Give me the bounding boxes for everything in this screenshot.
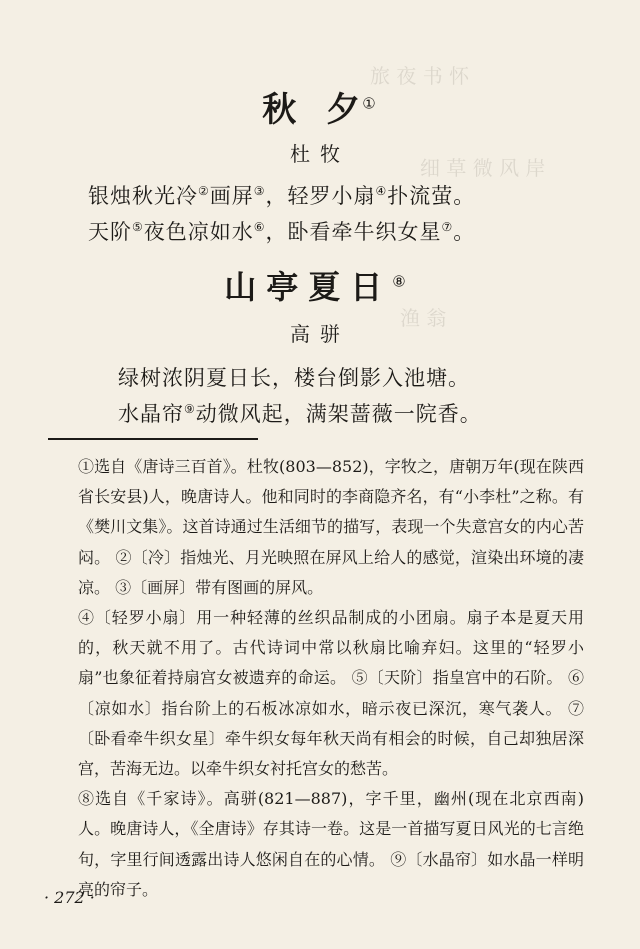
footnote-marker: ⑤ [132, 220, 144, 234]
verse-text: 水晶帘 [118, 402, 184, 426]
poem-author-gao-pian: 高骈 [290, 322, 350, 346]
verse-text: 夜色凉如水 [143, 220, 254, 244]
footnote-paragraph: ①选自《唐诗三百首》。杜牧(803—852)，字牧之，唐朝万年(现在陕西省长安县)人，晚唐诗人。他和同时的李商隐齐名，有“小李杜”之称。有《樊川文集》。这首诗通过生活细节的描写，表现一个失意宫女的内心苦闷。 ②〔冷〕指烛光、月光映照在屏风上给人的感觉，渲染出环境的凄凉。 ③〔画屏〕带有图画的屏风。 [78, 457, 584, 597]
verse-text: ，轻罗小扇 [265, 184, 376, 208]
verse-line-3 [118, 362, 470, 392]
verse-text: 银烛秋光冷 [88, 184, 198, 208]
title-char: 秋 [262, 90, 299, 130]
poem-title-qiuxi [0, 82, 640, 131]
footnote-paragraph: ⑧选自《千家诗》。高骈(821—887)，字千里，幽州(现在北京西南)人。晚唐诗人，《全唐诗》存其诗一卷。这是一首描写夏日风光的七言绝句，字里行间透露出诗人悠闲自在的心情。 ⑨〔水晶帘〕如水晶一样明亮的帘子。 [78, 789, 584, 899]
bleed-through-text: 细 草 微 风 岸 [420, 156, 546, 180]
verse-text: ，卧看牵牛织女星 [265, 220, 442, 244]
verse-text: 画屏 [209, 184, 254, 208]
footnote-marker: ② [198, 184, 210, 198]
verse-text: 扑流萤。 [387, 184, 476, 208]
verse-line-4 [118, 398, 482, 428]
title-text: 山亭夏日 [224, 268, 393, 306]
footnote-marker: ③ [253, 184, 266, 198]
footnote-paragraph: ④〔轻罗小扇〕用一种轻薄的丝织品制成的小团扇。扇子本是夏天用的，秋天就不用了。古代诗词中常以秋扇比喻弃妇。这里的“轻罗小扇”也象征着持扇宫女被遗弃的命运。 ⑤〔天阶〕指皇宫中的石阶。 ⑥〔凉如水〕指台阶上的石板冰凉如水，暗示夜已深沉，寒气袭人。 ⑦〔卧看牵牛织女星〕牵牛织女每年秋天尚有相会的时候，自己却独居深宫，苦海无边。以牵牛织女衬托宫女的愁苦。 [78, 608, 584, 779]
footnote-marker: ④ [375, 184, 388, 198]
bleed-through-text: 旅 夜 书 怀 [370, 64, 470, 88]
footnote-marker: ⑨ [184, 402, 196, 416]
verse-text: 绿树浓阴夏日长，楼台倒影入池塘。 [118, 366, 470, 390]
footnote-marker: ⑦ [441, 220, 454, 234]
verse-text: 动微风起，满架蔷薇一院香。 [195, 402, 482, 426]
footnotes [78, 452, 584, 905]
poem-author-du-mu: 杜牧 [290, 142, 350, 166]
bleed-through-text: 渔 翁 [400, 306, 447, 330]
title-char: 夕 [326, 90, 363, 130]
footnote-marker: ⑥ [253, 220, 266, 234]
footnote-marker: ① [362, 94, 378, 113]
poem-title-shanting-xiari [0, 262, 640, 308]
verse-text: 天阶 [88, 220, 132, 244]
verse-text: 。 [453, 220, 476, 244]
footnote-divider [48, 438, 258, 440]
page-number: · 272 · [44, 888, 95, 907]
footnote-marker: ⑧ [392, 272, 416, 291]
verse-line-2 [88, 216, 475, 246]
verse-line-1 [88, 180, 475, 210]
